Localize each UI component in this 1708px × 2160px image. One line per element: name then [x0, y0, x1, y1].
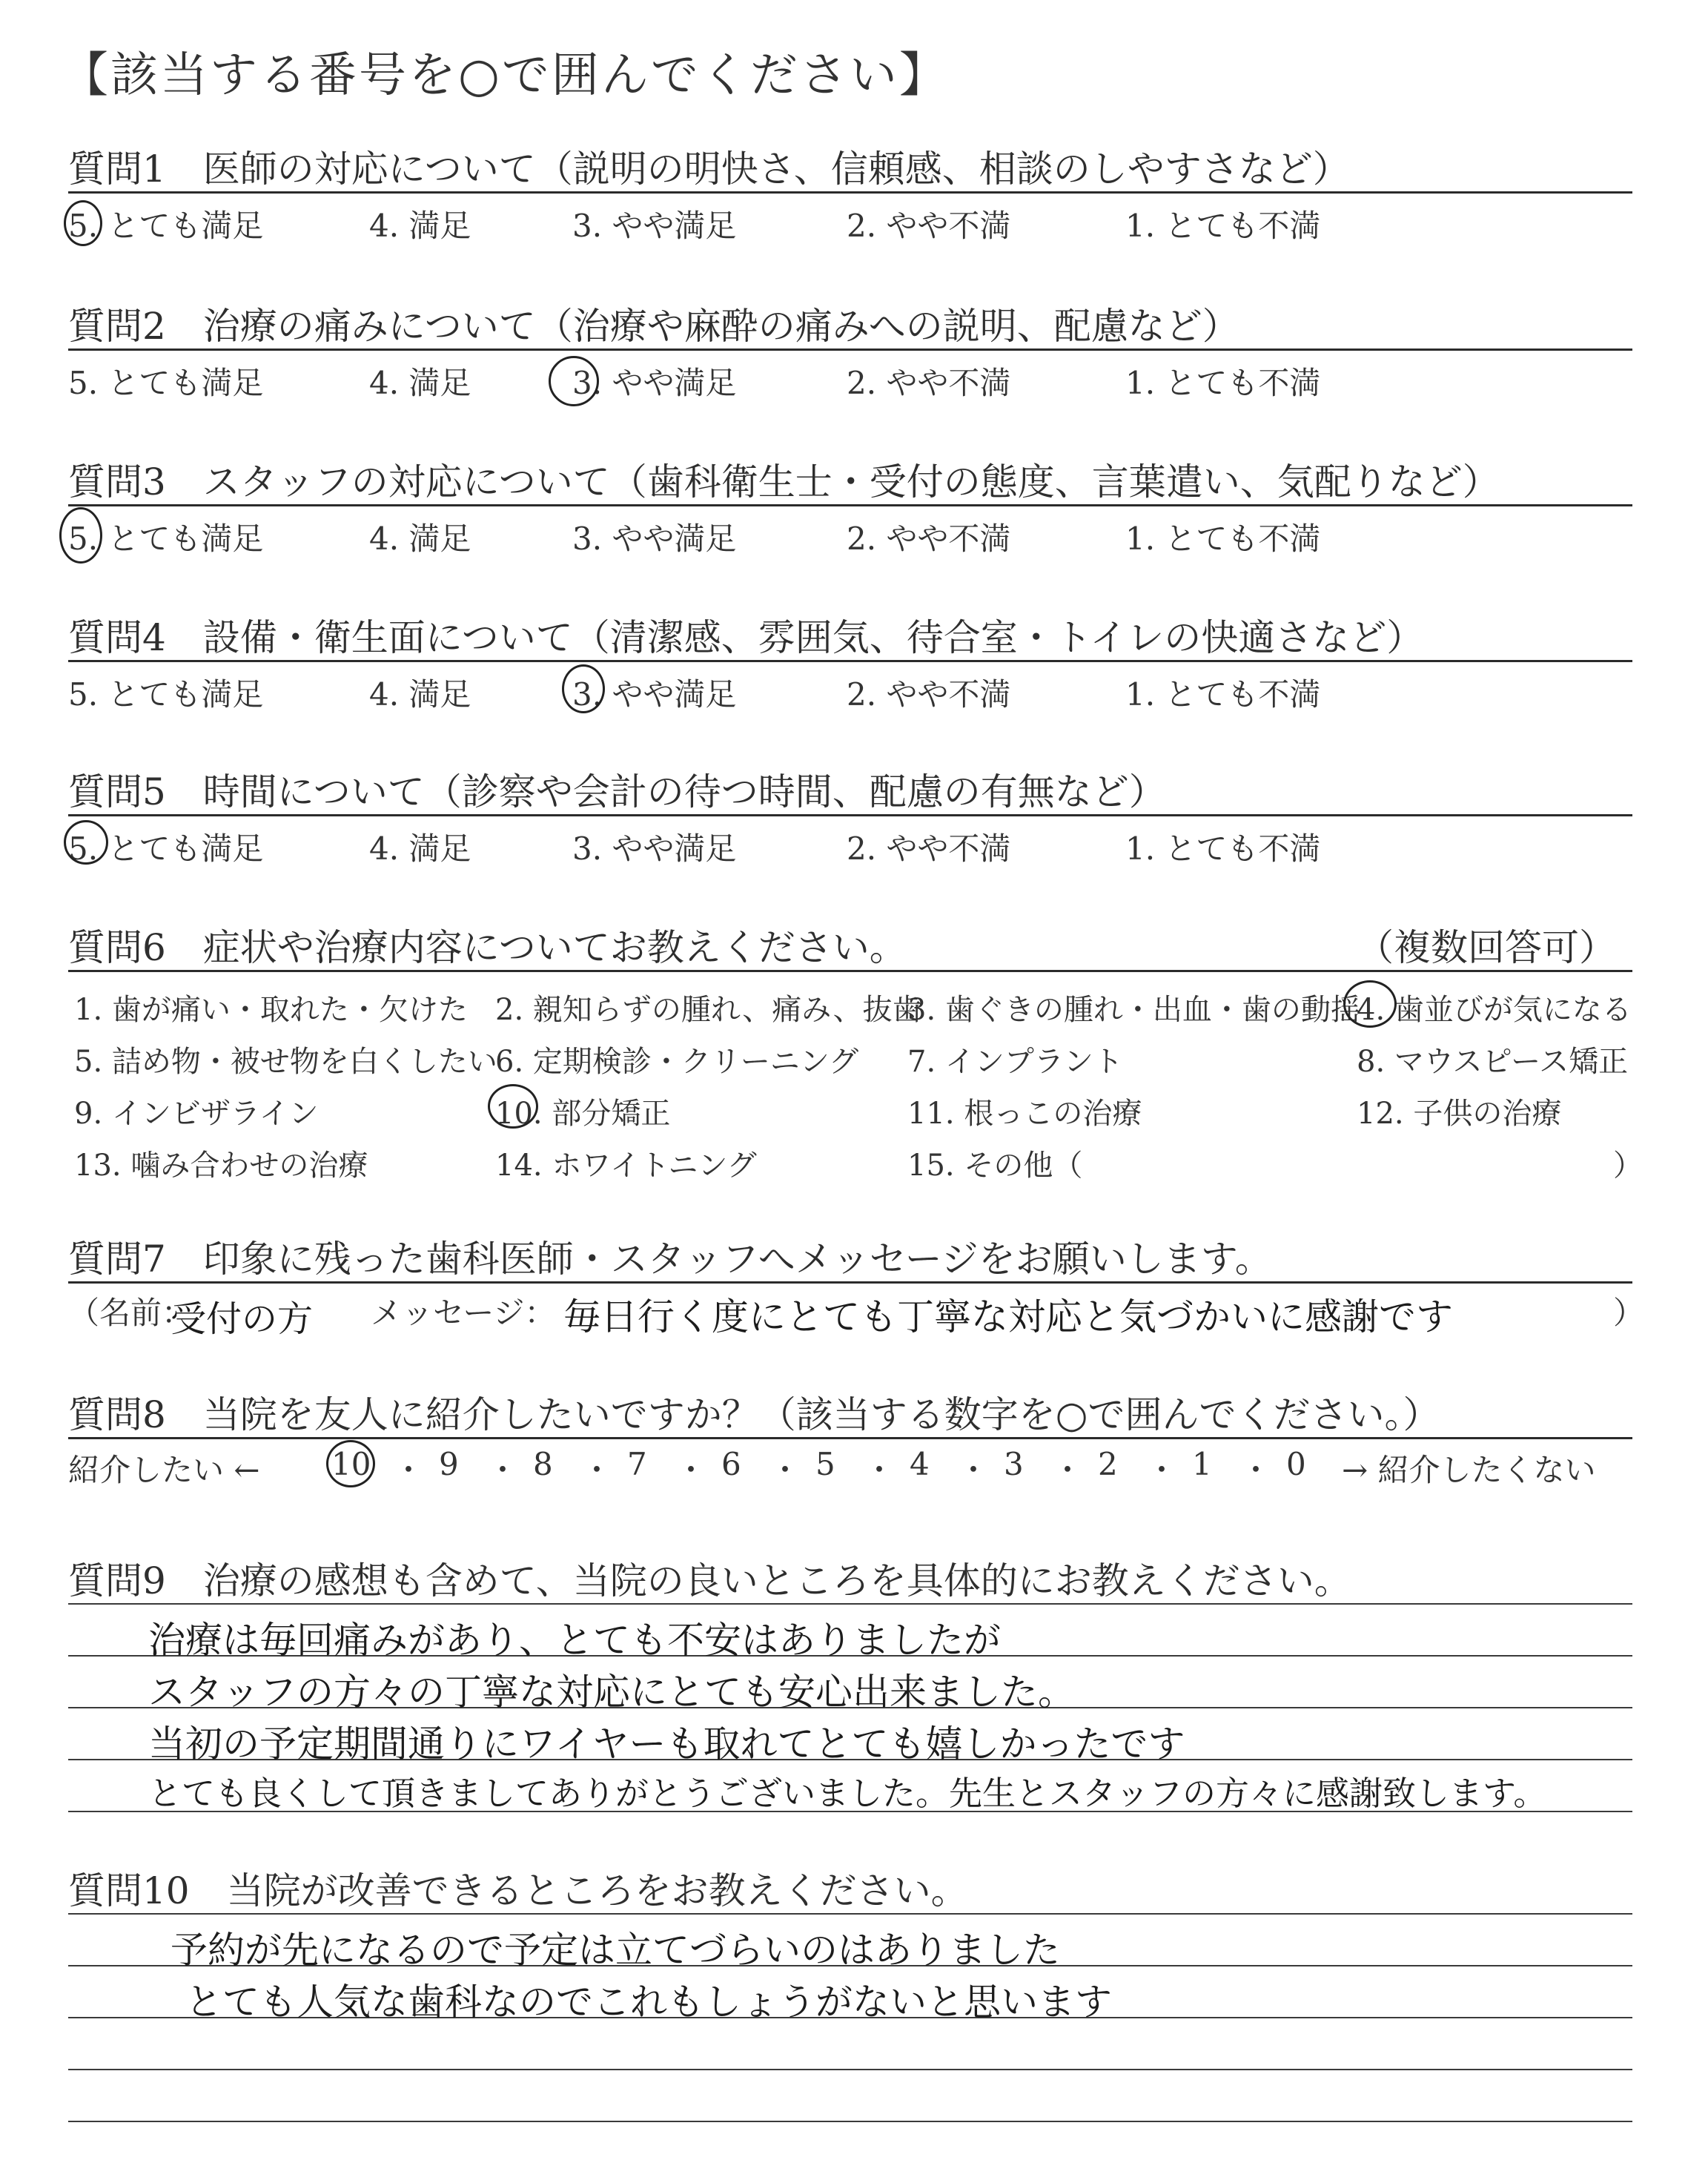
question-8-title: 質問8 当院を友人に紹介したいですか？（該当する数字を○で囲んでください。）	[68, 1393, 1440, 1436]
q6-option-12[interactable]: 12. 子供の治療	[1357, 1097, 1562, 1131]
q8-dot: ・	[1240, 1452, 1272, 1488]
question-6-title: 質問6 症状や治療内容についてお教えください。	[68, 926, 907, 969]
q6-option-11[interactable]: 11. 根っこの治療	[907, 1097, 1142, 1131]
q8-scale-10[interactable]: 10	[331, 1446, 371, 1482]
q4-option-3[interactable]: 3. やや満足	[572, 676, 737, 713]
q8-scale-5[interactable]: 5	[815, 1446, 835, 1482]
q4-option-2[interactable]: 2. やや不満	[847, 676, 1011, 713]
q8-scale-3[interactable]: 3	[1004, 1446, 1024, 1482]
q8-dot: ・	[393, 1452, 425, 1488]
question-2-title: 質問2 治療の痛みについて（治療や麻酔の痛みへの説明、配慮など）	[68, 305, 1239, 348]
q6-option-7[interactable]: 7. インプラント	[907, 1045, 1123, 1079]
q6-option-6[interactable]: 6. 定期検診・クリーニング	[495, 1045, 859, 1079]
q2-selection-circle	[549, 356, 599, 406]
question-5-title: 質問5 時間について（診察や会計の待つ時間、配慮の有無など）	[68, 770, 1166, 813]
q5-option-1[interactable]: 1. とても不満	[1125, 830, 1321, 867]
q3-option-3[interactable]: 3. やや満足	[572, 521, 737, 557]
q3-option-1[interactable]: 1. とても不満	[1125, 521, 1321, 557]
q7-message-value[interactable]: 毎日行く度にとても丁寧な対応と気づかいに感謝です	[563, 1295, 1453, 1338]
q8-dot: ・	[958, 1452, 990, 1488]
q8-dot: ・	[581, 1452, 613, 1488]
q8-dot: ・	[675, 1452, 707, 1488]
question-1-title: 質問1 医師の対応について（説明の明快さ、信頼感、相談のしやすさなど）	[68, 148, 1350, 191]
q9-answer-line-4[interactable]: とても良くして頂きましてありがとうございました。先生とスタッフの方々に感謝致します。	[148, 1774, 1547, 1813]
q6-option-15[interactable]: 15. その他（	[907, 1149, 1083, 1183]
q9-answer-line-1[interactable]: 治療は毎回痛みがあり、とても不安はありましたが	[148, 1619, 1001, 1662]
q9-answer-line-2[interactable]: スタッフの方々の丁寧な対応にとても安心出来ました。	[148, 1671, 1075, 1714]
q6-option-8[interactable]: 8. マウスピース矯正	[1357, 1045, 1629, 1079]
q7-message-label: メッセージ：	[371, 1295, 556, 1331]
q7-close-paren: ）	[1613, 1295, 1645, 1331]
q6-option-5[interactable]: 5. 詰め物・被せ物を白くしたい	[74, 1045, 497, 1079]
q8-right-label: → 紹介したくない	[1342, 1452, 1596, 1488]
q3-option-2[interactable]: 2. やや不満	[847, 521, 1011, 557]
q1-option-3[interactable]: 3. やや満足	[572, 208, 737, 244]
q7-name-value[interactable]: 受付の方	[171, 1298, 314, 1340]
q4-option-4[interactable]: 4. 満足	[369, 676, 471, 713]
q5-option-3[interactable]: 3. やや満足	[572, 830, 737, 867]
q6-option-10[interactable]: 10. 部分矯正	[495, 1097, 671, 1131]
q6-option-14[interactable]: 14. ホワイトニング	[495, 1149, 757, 1183]
q7-name-label: （名前：	[68, 1295, 193, 1331]
form-header: 【該当する番号を○で囲んでください】	[61, 48, 949, 103]
q8-scale-6[interactable]: 6	[721, 1446, 741, 1482]
q8-scale-8[interactable]: 8	[533, 1446, 553, 1482]
q8-left-label: 紹介したい ←	[68, 1452, 260, 1488]
q2-option-4[interactable]: 4. 満足	[369, 365, 471, 401]
q1-option-5[interactable]: 5. とても満足	[68, 208, 264, 244]
q8-scale-4[interactable]: 4	[910, 1446, 930, 1482]
q2-option-3[interactable]: 3. やや満足	[572, 365, 737, 401]
question-9-title: 質問9 治療の感想も含めて、当院の良いところを具体的にお教えください。	[68, 1559, 1351, 1602]
q8-selection-circle	[326, 1440, 375, 1487]
q3-option-5[interactable]: 5. とても満足	[68, 521, 264, 557]
q8-scale-7[interactable]: 7	[627, 1446, 647, 1482]
q6-selection-circle-10	[488, 1084, 538, 1129]
q1-selection-circle	[64, 200, 102, 246]
q6-option-1[interactable]: 1. 歯が痛い・取れた・欠けた	[74, 993, 468, 1027]
q1-option-1[interactable]: 1. とても不満	[1125, 208, 1321, 244]
q8-scale-0[interactable]: 0	[1286, 1446, 1306, 1482]
q6-selection-circle-4	[1343, 980, 1397, 1028]
q9-answer-line-3[interactable]: 当初の予定期間通りにワイヤーも取れてとても嬉しかったです	[148, 1723, 1185, 1766]
q4-option-5[interactable]: 5. とても満足	[68, 676, 264, 713]
q8-dot: ・	[487, 1452, 519, 1488]
q3-option-4[interactable]: 4. 満足	[369, 521, 471, 557]
q8-dot: ・	[864, 1452, 896, 1488]
question-6-note: （複数回答可）	[1357, 926, 1616, 969]
q6-other-close-paren: ）	[1613, 1149, 1643, 1183]
q2-option-2[interactable]: 2. やや不満	[847, 365, 1011, 401]
q8-dot: ・	[769, 1452, 801, 1488]
q6-option-4[interactable]: 4. 歯並びが気になる	[1357, 993, 1632, 1027]
q6-option-13[interactable]: 13. 噛み合わせの治療	[74, 1149, 368, 1183]
q10-answer-line-2[interactable]: とても人気な歯科なのでこれもしょうがないと思います	[185, 1981, 1112, 2024]
q6-option-3[interactable]: 3. 歯ぐきの腫れ・出血・歯の動揺	[907, 993, 1360, 1027]
q1-option-2[interactable]: 2. やや不満	[847, 208, 1011, 244]
question-7-title: 質問7 印象に残った歯科医師・スタッフへメッセージをお願いします。	[68, 1238, 1272, 1281]
q4-selection-circle	[562, 664, 605, 713]
q8-dot: ・	[1052, 1452, 1084, 1488]
q3-selection-circle	[59, 507, 102, 564]
q5-option-5[interactable]: 5. とても満足	[68, 830, 264, 867]
q1-option-4[interactable]: 4. 満足	[369, 208, 471, 244]
q6-option-9[interactable]: 9. インビザライン	[74, 1097, 319, 1131]
q8-dot: ・	[1146, 1452, 1178, 1488]
question-4-title: 質問4 設備・衛生面について（清潔感、雰囲気、待合室・トイレの快適さなど）	[68, 616, 1424, 659]
q5-option-4[interactable]: 4. 満足	[369, 830, 471, 867]
q4-option-1[interactable]: 1. とても不満	[1125, 676, 1321, 713]
q6-option-2[interactable]: 2. 親知らずの腫れ、痛み、抜歯	[495, 993, 922, 1027]
q5-option-2[interactable]: 2. やや不満	[847, 830, 1011, 867]
q5-selection-circle	[64, 820, 108, 865]
question-10-title: 質問10 当院が改善できるところをお教えください。	[68, 1869, 968, 1912]
q8-scale-9[interactable]: 9	[439, 1446, 459, 1482]
q2-option-5[interactable]: 5. とても満足	[68, 365, 264, 401]
q8-scale-2[interactable]: 2	[1098, 1446, 1118, 1482]
q8-scale-1[interactable]: 1	[1192, 1446, 1212, 1482]
q2-option-1[interactable]: 1. とても不満	[1125, 365, 1321, 401]
q10-answer-line-1[interactable]: 予約が先になるので予定は立てづらいのはありました	[171, 1929, 1060, 1972]
question-3-title: 質問3 スタッフの対応について（歯科衛生士・受付の態度、言葉遣い、気配りなど）	[68, 460, 1500, 503]
